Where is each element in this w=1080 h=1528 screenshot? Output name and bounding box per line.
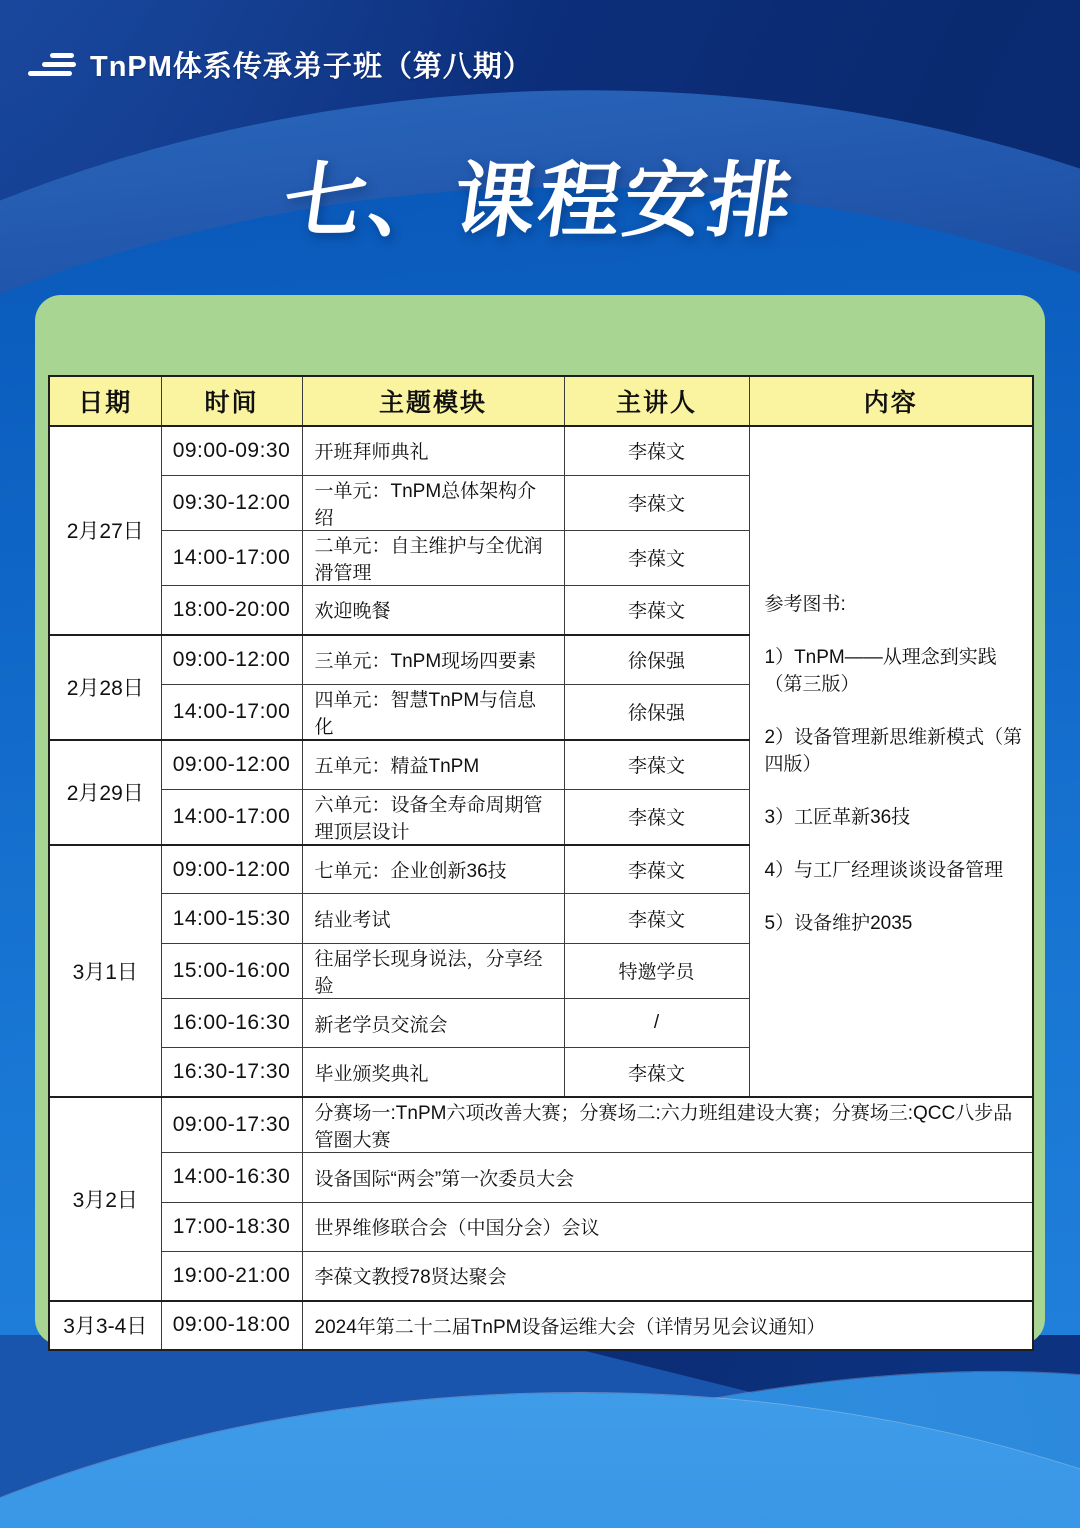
column-header-date: 日期 xyxy=(49,376,161,426)
date-cell: 3月1日 xyxy=(49,845,161,1098)
time-cell: 14:00-17:00 xyxy=(161,684,302,740)
background-bottom-zone xyxy=(0,1335,1080,1528)
speaker-cell: 李葆文 xyxy=(564,475,749,530)
reference-book-item: 3）工匠革新36技 xyxy=(764,806,911,828)
time-cell: 14:00-15:30 xyxy=(161,894,302,943)
time-cell: 18:00-20:00 xyxy=(161,585,302,634)
reference-book-item: 2）设备管理新思维新模式（第四版） xyxy=(764,726,1023,775)
date-cell: 2月27日 xyxy=(49,426,161,635)
reference-books xyxy=(751,589,1032,935)
table-row xyxy=(49,426,1033,475)
topic-cell-full: 李葆文教授78贤达聚会 xyxy=(302,1251,1033,1300)
time-cell: 16:00-16:30 xyxy=(161,998,302,1047)
speaker-cell: 徐保强 xyxy=(564,635,749,684)
topic-cell-full: 分赛场一:TnPM六项改善大赛；分赛场二:六力班组建设大赛；分赛场三:QCC八步品管圈大赛 xyxy=(302,1097,1033,1153)
table-row xyxy=(49,1097,1033,1153)
topic-cell: 结业考试 xyxy=(302,894,564,943)
table-row xyxy=(49,1202,1033,1251)
time-cell: 09:00-09:30 xyxy=(161,426,302,475)
speaker-cell: / xyxy=(564,998,749,1047)
speaker-cell: 李葆文 xyxy=(564,1048,749,1097)
table-row xyxy=(49,1153,1033,1202)
topic-cell: 七单元：企业创新36技 xyxy=(302,845,564,894)
column-header-speaker: 主讲人 xyxy=(564,376,749,426)
header-bar xyxy=(30,44,533,85)
reference-books-heading: 参考图书: xyxy=(764,593,846,615)
topic-cell: 毕业颁奖典礼 xyxy=(302,1048,564,1097)
time-cell: 09:00-12:00 xyxy=(161,740,302,789)
topic-cell: 往届学长现身说法，分享经验 xyxy=(302,943,564,998)
time-cell: 14:00-17:00 xyxy=(161,789,302,845)
topic-cell-full: 世界维修联合会（中国分会）会议 xyxy=(302,1202,1033,1251)
speaker-cell: 李葆文 xyxy=(564,845,749,894)
topic-cell-full: 设备国际“两会”第一次委员大会 xyxy=(302,1153,1033,1202)
column-header-module: 主题模块 xyxy=(302,376,564,426)
time-cell: 15:00-16:00 xyxy=(161,943,302,998)
speaker-cell: 徐保强 xyxy=(564,684,749,740)
time-cell: 09:00-12:00 xyxy=(161,635,302,684)
reference-book-item: 1）TnPM——从理念到实践（第三版） xyxy=(764,646,997,695)
content-cell xyxy=(749,426,1033,1097)
speaker-cell: 李葆文 xyxy=(564,530,749,585)
menu-lines-icon xyxy=(30,53,76,76)
topic-cell: 欢迎晚餐 xyxy=(302,585,564,634)
table-header-row xyxy=(49,376,1033,426)
topic-cell: 一单元：TnPM总体架构介绍 xyxy=(302,475,564,530)
time-cell: 09:00-12:00 xyxy=(161,845,302,894)
reference-book-item: 5）设备维护2035 xyxy=(764,912,913,934)
topic-cell: 六单元：设备全寿命周期管理顶层设计 xyxy=(302,789,564,845)
speaker-cell: 特邀学员 xyxy=(564,943,749,998)
column-header-content: 内容 xyxy=(749,376,1033,426)
table-row xyxy=(49,1251,1033,1300)
time-cell: 16:30-17:30 xyxy=(161,1048,302,1097)
date-cell: 3月2日 xyxy=(49,1097,161,1301)
time-cell: 09:30-12:00 xyxy=(161,475,302,530)
time-cell: 19:00-21:00 xyxy=(161,1251,302,1300)
topic-cell: 开班拜师典礼 xyxy=(302,426,564,475)
speaker-cell: 李葆文 xyxy=(564,740,749,789)
time-cell: 09:00-17:30 xyxy=(161,1097,302,1153)
speaker-cell: 李葆文 xyxy=(564,426,749,475)
topic-cell: 三单元：TnPM现场四要素 xyxy=(302,635,564,684)
topic-cell-full: 2024年第二十二届TnPM设备运维大会（详情另见会议通知） xyxy=(302,1301,1033,1350)
time-cell: 09:00-18:00 xyxy=(161,1301,302,1350)
speaker-cell: 李葆文 xyxy=(564,789,749,845)
time-cell: 14:00-16:30 xyxy=(161,1153,302,1202)
reference-book-item: 4）与工厂经理谈谈设备管理 xyxy=(764,859,1004,881)
topic-cell: 二单元：自主维护与全优润滑管理 xyxy=(302,530,564,585)
schedule-card xyxy=(35,295,1045,1345)
time-cell: 14:00-17:00 xyxy=(161,530,302,585)
time-cell: 17:00-18:30 xyxy=(161,1202,302,1251)
schedule-table xyxy=(48,375,1034,1351)
column-header-time: 时间 xyxy=(161,376,302,426)
speaker-cell: 李葆文 xyxy=(564,894,749,943)
header-title: TnPM体系传承弟子班（第八期） xyxy=(90,51,533,83)
topic-cell: 五单元：精益TnPM xyxy=(302,740,564,789)
topic-cell: 新老学员交流会 xyxy=(302,998,564,1047)
topic-cell: 四单元：智慧TnPM与信息化 xyxy=(302,684,564,740)
date-cell: 3月3-4日 xyxy=(49,1301,161,1350)
date-cell: 2月29日 xyxy=(49,740,161,845)
table-row xyxy=(49,1301,1033,1350)
date-cell: 2月28日 xyxy=(49,635,161,740)
speaker-cell: 李葆文 xyxy=(564,585,749,634)
page-title: 七、课程安排 xyxy=(277,156,801,247)
